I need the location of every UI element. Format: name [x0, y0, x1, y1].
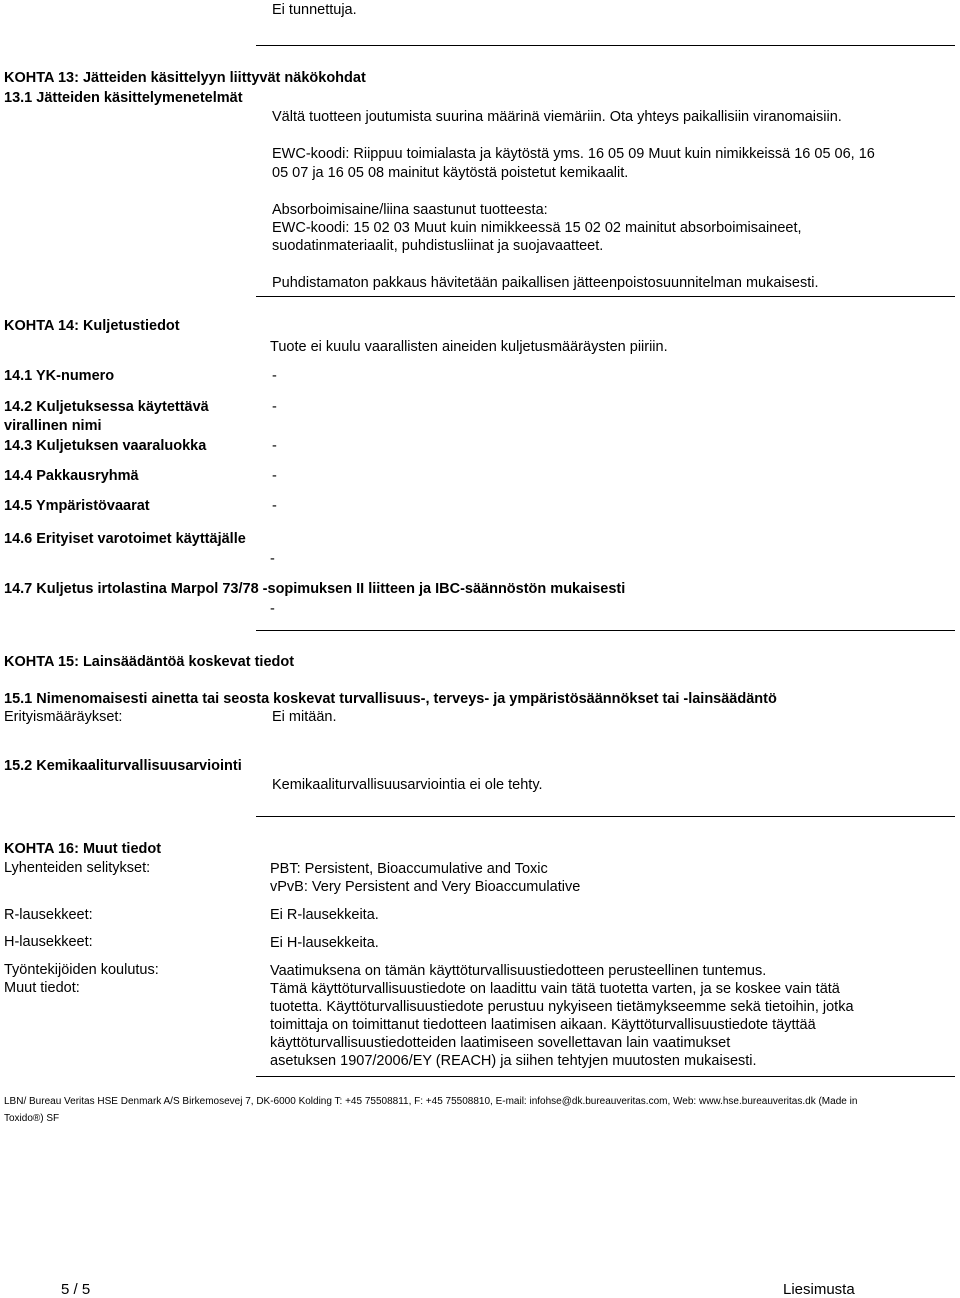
un-number-label: 14.1 YK-numero: [4, 368, 115, 384]
abbreviations-label: Lyhenteiden selitykset:: [4, 860, 151, 876]
training-label: Työntekijöiden koulutus:: [4, 962, 159, 978]
section-16-heading: KOHTA 16: Muut tiedot: [4, 841, 162, 857]
section-divider: [256, 296, 955, 297]
other-info-line-5: asetuksen 1907/2006/EY (REACH) ja siihen tehtyjen muutosten mukaisesti.: [270, 1053, 757, 1069]
bulk-transport-label: 14.7 Kuljetus irtolastina Marpol 73/78 -sopimuksen II liitteen ja IBC-säännöstön mukaisesti: [4, 581, 626, 597]
section-15-heading: KOHTA 15: Lainsäädäntöä koskevat tiedot: [4, 654, 295, 670]
footer-company-info: [4, 1093, 934, 1127]
document-name: Liesimusta: [783, 1281, 855, 1298]
section-15-2-subheading: 15.2 Kemikaaliturvallisuusarviointi: [4, 758, 242, 774]
section-divider: [256, 630, 955, 631]
section-14-heading: KOHTA 14: Kuljetustiedot: [4, 318, 180, 334]
abbreviation-pbt: PBT: Persistent, Bioaccumulative and Toxic: [270, 861, 548, 877]
packing-group-label: 14.4 Pakkausryhmä: [4, 468, 139, 484]
h-phrases-label: H-lausekkeet:: [4, 934, 93, 950]
ewc-text-line-2: 05 07 ja 16 05 08 mainitut käytöstä poistetut kemikaalit.: [272, 165, 629, 181]
footer-line-1: LBN/ Bureau Veritas HSE Denmark A/S Birkemosevej 7, DK-6000 Kolding T: +45 75508811, F: +45 75508810, E-mail: infohse@dk.bureauveritas.com, Web: www.hse.bureauveritas.dk (Made in: [4, 1096, 858, 1107]
special-regulations-value: Ei mitään.: [272, 709, 337, 725]
hazard-class-label: 14.3 Kuljetuksen vaaraluokka: [4, 438, 207, 454]
previous-section-text: Ei tunnettuja.: [272, 2, 357, 18]
special-regulations-label: Erityismääräykset:: [4, 709, 123, 725]
packing-group-value: -: [272, 468, 277, 484]
other-info-line-3: toimittaja on toimittanut tiedotteen laatimisen aikaan. Käyttöturvallisuustiedote täyttää: [270, 1017, 816, 1033]
shipping-name-label-line-2: virallinen nimi: [4, 418, 102, 434]
footer-line-2: Toxido®) SF: [4, 1113, 60, 1124]
h-phrases-value: Ei H-lausekkeita.: [270, 935, 379, 951]
training-value: Vaatimuksena on tämän käyttöturvallisuustiedotteen perusteellinen tuntemus.: [270, 963, 767, 979]
absorbent-text-line-3: suodatinmateriaalit, puhdistusliinat ja suojavaatteet.: [272, 238, 604, 254]
section-divider: [256, 45, 955, 46]
environmental-hazards-value: -: [272, 498, 277, 514]
absorbent-text-line-1: Absorboimisaine/liina saastunut tuotteesta:: [272, 202, 548, 218]
shipping-name-value: -: [272, 399, 277, 415]
page-number: 5 / 5: [61, 1281, 91, 1298]
other-info-line-1: Tämä käyttöturvallisuustiedote on laadittu vain tätä tuotetta varten, ja se koskee vain tätä: [270, 981, 840, 997]
disposal-text-1: Vältä tuotteen joutumista suurina määrinä viemäriin. Ota yhteys paikallisiin viranomaisiin.: [272, 109, 842, 125]
section-13-heading: KOHTA 13: Jätteiden käsittelyyn liittyvät näkökohdat: [4, 70, 366, 86]
section-15-1-subheading: 15.1 Nimenomaisesti ainetta tai seosta koskevat turvallisuus-, terveys- ja ympäristösäännökset tai -lainsäädäntö: [4, 691, 777, 707]
absorbent-text-line-2: EWC-koodi: 15 02 03 Muut kuin nimikkeessä 15 02 02 mainitut absorboimisaineet,: [272, 220, 802, 236]
shipping-name-label-line-1: 14.2 Kuljetuksessa käytettävä: [4, 399, 209, 415]
bulk-transport-value: -: [270, 601, 275, 617]
special-precautions-value: -: [270, 551, 275, 567]
environmental-hazards-label: 14.5 Ympäristövaarat: [4, 498, 150, 514]
section-13-1-subheading: 13.1 Jätteiden käsittelymenetelmät: [4, 90, 243, 106]
un-number-value: -: [272, 368, 277, 384]
other-info-line-2: tuotetta. Käyttöturvallisuustiedote perustuu nykyiseen tietämykseemme sekä tietoihin, jotka: [270, 999, 854, 1015]
section-divider: [256, 816, 955, 817]
section-divider: [256, 1076, 955, 1077]
chemical-safety-assessment-value: Kemikaaliturvallisuusarviointia ei ole tehty.: [272, 777, 543, 793]
r-phrases-label: R-lausekkeet:: [4, 907, 93, 923]
transport-note: Tuote ei kuulu vaarallisten aineiden kuljetusmääräysten piiriin.: [270, 339, 668, 355]
special-precautions-label: 14.6 Erityiset varotoimet käyttäjälle: [4, 531, 246, 547]
abbreviation-vpvb: vPvB: Very Persistent and Very Bioaccumulative: [270, 879, 581, 895]
other-info-label: Muut tiedot:: [4, 980, 80, 996]
hazard-class-value: -: [272, 438, 277, 454]
packaging-disposal-text: Puhdistamaton pakkaus hävitetään paikallisen jätteenpoistosuunnitelman mukaisesti.: [272, 275, 819, 291]
ewc-text-line-1: EWC-koodi: Riippuu toimialasta ja käytöstä yms. 16 05 09 Muut kuin nimikkeissä 16 05 06, 16: [272, 146, 875, 162]
r-phrases-value: Ei R-lausekkeita.: [270, 907, 379, 923]
other-info-line-4: käyttöturvallisuustiedotteiden laatimiseen sovellettavan lain vaatimukset: [270, 1035, 731, 1051]
